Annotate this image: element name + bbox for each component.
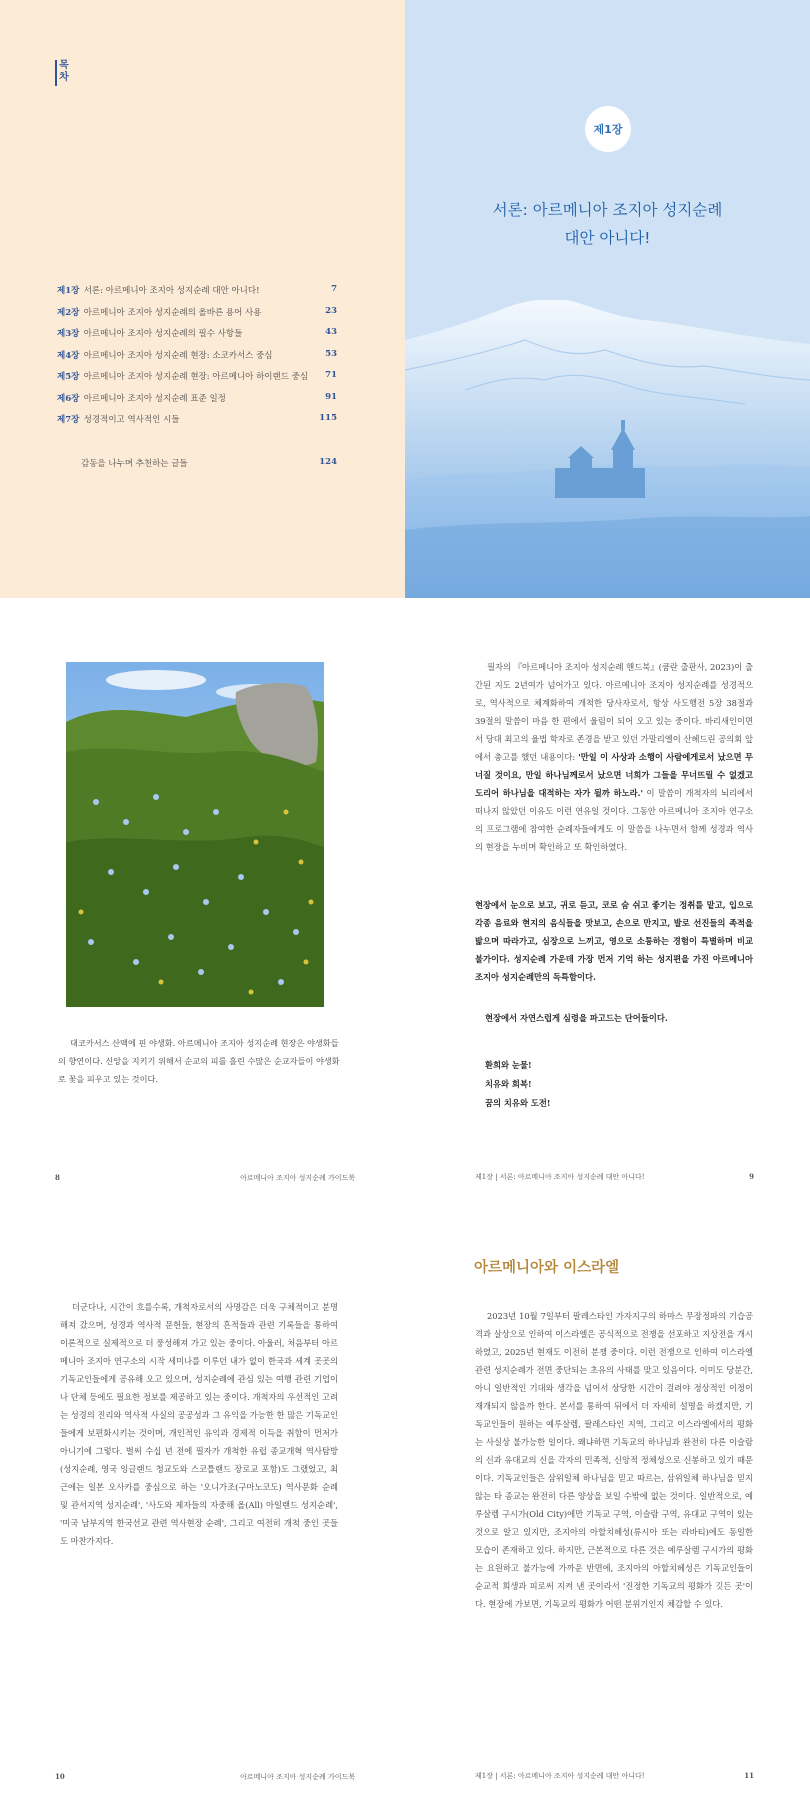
toc-chapter: 제6장 <box>57 393 80 404</box>
toc-title: 서론: 아르메니아 조지아 성지순례 대안 아니다! <box>83 286 260 296</box>
toc-page-number: 23 <box>325 305 337 316</box>
toc-title: 아르메니아 조지아 성지순례 표준 일정 <box>83 393 226 404</box>
toc-title: 아르메니아 조지아 성지순례의 필수 사항들 <box>83 329 243 339</box>
paragraph-text: 이 말씀이 개척자의 뇌리에서 떠나지 않았던 이유도 이런 연유일 것이다. 그동안 아르메니아 조지아 연구소의 프로그램에 참여한 순례자들에게도 이 말씀을 나누면서 함께 성경과 역사의 현장을 누비며 확인하고 또 확인하였다. <box>475 788 754 852</box>
chapter-title-line2: 대안 아니다! <box>564 229 651 247</box>
page-footer-9 <box>475 1172 754 1182</box>
toc-item[interactable] <box>57 306 337 328</box>
toc-item[interactable] <box>57 284 337 306</box>
photo-caption: 대코카서스 산맥에 핀 야생화. 아르메니아 조지아 성지순례 현장은 야생화들의 향연이다. 신앙을 지키기 위해서 순교의 피를 흘린 수많은 순교자들이 야생화로 꽃을 피우고 있는 것이다. <box>58 1038 340 1084</box>
spread-toc-chapter <box>0 0 810 598</box>
running-title: 아르메니아 조지아 성지순례 가이드북 <box>240 1174 355 1182</box>
page9-statement: 현장에서 자연스럽게 심령을 파고드는 단어들이다. <box>485 1013 668 1023</box>
mountain-illustration <box>405 300 810 598</box>
toc-page-number: 7 <box>331 284 337 294</box>
exclamation-line: 치유와 회복! <box>485 1079 532 1089</box>
toc-page <box>0 0 405 598</box>
chapter-title <box>425 196 790 252</box>
page-number: 8 <box>55 1173 60 1182</box>
toc-title: 감동을 나누며 추천하는 글들 <box>81 459 188 469</box>
page10-body: 더군다나, 시간이 흐를수록, 개척자로서의 사명감은 더욱 구체적이고 분명해져 갔으며, 성경과 역사적 문헌들, 현장의 흔적들과 관련 기록들을 통하여 이론적으로 실제적으로 더 풍성해져 가고 있는 중이다. 아울러, 처음부터 아르메니아 조지아 연구소의 시작 세미나를 이루던 내가 없이 한국과 세계 곳곳의 기독교인들에게 공유해 오고 있으며, 성지순례에 관심 있는 여행 관련 기업이나 단체 등에도 필요한 정보를 제공하고 있는 중이다. 개척자의 우선적인 고려는 성경의 진리와 역사적 사실의 공공성과 그 유익을 가능한 한 많은 기독교인들에게 보편화시키는 것이며, 개인적인 유익과 경제적 이득을 취함이 먼저가 아니기에 그렇다. 벌써 수십 년 전에 필자가 개척한 유럽 종교개혁 역사탐방(성지순례, 영국 잉글랜드 청교도와 스코틀랜드 장로교 포함)도 그랬었고, 최근에는 일본 오사카를 중심으로 하는 '오니가조(구마노코도) 역사문화 순례 및 관서지역 성지순례', '사도와 제자들의 자중해 올(All) 아일랜드 성지순례', '미국 남부지역 한국선교 관련 역사현장 순례', 그리고 여전히 개척 중인 곳들도 마찬가지다. <box>60 1302 338 1546</box>
toc-chapter: 제2장 <box>57 307 80 318</box>
wildflower-photo <box>66 662 324 1007</box>
page11-body: 2023년 10월 7일부터 팔레스타인 가자지구의 하마스 무장정파의 기습공격과 살상으로 인하여 이스라엘은 공식적으로 전쟁을 선포하고 지상전을 개시하였고, 2025년 현재도 이전히 분쟁 중이다. 이런 전쟁으로 인하여 이스라엘 관련 성지순례가 전면 중단되는 초유의 사태를 맞고 있음이다. 이미도 당분간, 아니 일반적인 기대와 생각을 넘어서 상당한 시간이 걸려야 정상적인 이정이 재개되지 않을까 한다. 본서를 통하여 뒤에서 더 자세히 설명을 하겠지만, 기독교인들이 원하는 예루살렘, 팔레스타인 지역, 그리고 이스라엘에서의 평화는 사실상 불가능한 일이다. 왜냐하면 기독교의 하나님과 완전히 다른 이슬람의 신과 유대교의 신을 각자의 민족적, 신앙적 정체성으로 신봉하고 있기 때문이다. 기독교인들은 삼위일체 하나님을 믿고 따르는, 삼위일체 하나님을 믿지 않는 타 종교는 완전히 다른 양상을 보일 수밖에 없는 것이다. 일반적으로, 예루살렘 구시가(Old City)에만 기독교 구역, 이슬람 구역, 유대교 구역이 있는 것으로 알고 있지만, 조지아의 아할치헤성(류시아 또는 라바티)에도 동일한 모습이 존재하고 있다. 하지만, 근본적으로 다른 것은 예루살렘 구시가의 평화는 요원하고 불가능에 가까운 반면에, 조지아의 아할치헤성은 기독교인들이 순교적 희생과 피로써 지켜 낸 곳이라서 '진정한 기독교의 평화가 깃든 곳'이다. 현장에 가보면, 기독교의 평화가 어떤 분위기인지 체감할 수 있다. <box>475 1311 753 1609</box>
page9-bold-paragraph: 현장에서 눈으로 보고, 귀로 듣고, 코로 숨 쉬고 좋기는 정취를 맡고, 입으로 각종 음료와 현지의 음식들을 맛보고, 손으로 만지고, 발로 선진들의 족적을 밟으며 따라가고, 심장으로 느끼고, 영으로 소통하는 경험이 특별하며 비교 불가이다. 성지순례 가운데 가장 먼저 기억 하는 성지편을 가진 아르메니아 조지아 성지순례만의 독특함이다. <box>475 900 753 982</box>
running-title: 아르메니아 조지아 성지순례 가이드북 <box>240 1773 355 1781</box>
toc-chapter: 제7장 <box>57 415 80 425</box>
toc-title: 아르메니아 조지아 성지순례의 올바른 용어 사용 <box>83 307 262 318</box>
page9-intro <box>475 658 753 856</box>
page-number: 10 <box>55 1772 65 1781</box>
page-footer-8 <box>55 1173 355 1182</box>
paragraph-emphasis: '만일 이 사상과 소행이 사람에게로서 났으면 무너질 것이요, 만일 하나님께로서 났으면 너희가 그들을 무너뜨릴 수 없겠고 도리어 하나님을 대적하는 자가 될까 하노라.' <box>475 752 754 798</box>
toc-page-number: 124 <box>319 457 337 467</box>
exclamation-line: 꿈의 치유와 도전! <box>485 1098 551 1108</box>
toc-page-number: 115 <box>319 413 337 423</box>
toc-chapter: 제3장 <box>57 329 80 339</box>
toc-page-number: 43 <box>325 327 337 337</box>
toc-title: 아르메니아 조지아 성지순례 현장: 아르메니아 하이랜드 중심 <box>83 372 309 382</box>
page-footer-10 <box>55 1772 355 1781</box>
toc-page-number: 53 <box>325 348 337 359</box>
toc-title: 아르메니아 조지아 성지순례 현장: 소코카서스 중심 <box>83 350 273 361</box>
chapter-opener-page <box>405 0 810 598</box>
toc-label: 목차 <box>59 60 69 83</box>
toc-item[interactable] <box>57 392 337 414</box>
toc-item[interactable] <box>57 370 337 392</box>
toc-item[interactable] <box>57 327 337 349</box>
toc-chapter: 제1장 <box>57 286 80 296</box>
toc-item[interactable] <box>57 413 337 435</box>
toc-title: 성경적이고 역사적인 시들 <box>83 415 180 425</box>
section-title: 아르메니아와 이스라엘 <box>474 1260 620 1276</box>
exclamation-line: 환희와 눈물! <box>485 1060 532 1070</box>
page-number: 9 <box>749 1172 754 1181</box>
paragraph-text: 필자의 『아르메니아 조지아 성지순례 핸드북』(쿰란 출판사, 2023)이 출간된 지도 2년여가 넘어가고 있다. 아르메니아 조지아 성지순례를 성경적으로, 역사적으로 체계화하여 개척한 당사자로서, 항상 사도행전 5장 38절과 39절의 말씀이 마음 한 편에서 울림이 되어 오고 있는 중이다. 바리새인이면서 당대 최고의 율법 학자로 존경을 받고 있던 가말리엘이 산헤드린 공의회 앞에서 충고를 했던 내용이다: <box>475 662 753 762</box>
spread-pages-8-9 <box>0 598 810 1198</box>
chapter-title-line1: 서론: 아르메니아 조지아 성지순례 <box>492 201 723 219</box>
toc-item-recommendations[interactable] <box>81 457 337 469</box>
toc-page-number: 91 <box>325 391 337 402</box>
toc-item[interactable] <box>57 349 337 371</box>
page-number: 11 <box>744 1771 754 1780</box>
toc-label-bar <box>55 60 57 86</box>
running-title: 제1장 | 서론: 아르메니아 조지아 성지순례 대안 아니다! <box>475 1173 645 1181</box>
page-footer-11 <box>475 1771 754 1781</box>
spread-pages-10-11 <box>0 1198 810 1797</box>
toc-chapter: 제4장 <box>57 350 80 361</box>
toc-chapter: 제5장 <box>57 372 80 382</box>
running-title: 제1장 | 서론: 아르메니아 조지아 성지순례 대안 아니다! <box>475 1772 645 1780</box>
page9-exclamations <box>485 1056 551 1113</box>
toc-page-number: 71 <box>325 370 337 380</box>
chapter-badge: 제1장 <box>585 106 631 152</box>
toc-list <box>57 284 337 435</box>
